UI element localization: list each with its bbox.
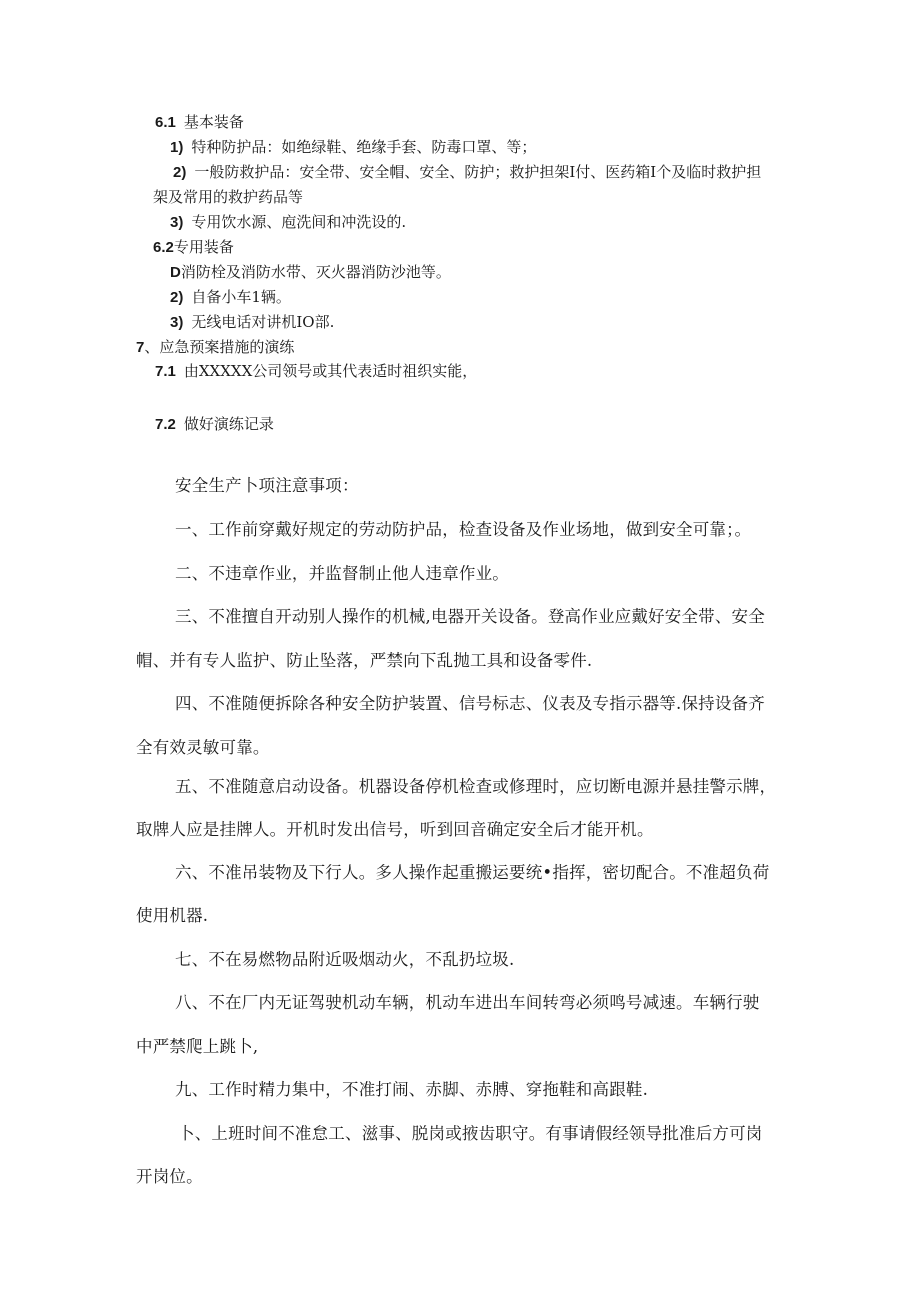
note-line-continuation: 全有效灵敏可靠。 xyxy=(136,738,270,757)
item-number: 1) xyxy=(170,139,184,156)
list-item xyxy=(170,287,291,308)
note-line-continuation: 使用机器. xyxy=(136,906,209,925)
note-line: 一、工作前穿戴好规定的劳动防护品，检查设备及作业场地，做到安全可靠；。 xyxy=(175,520,752,539)
note-line: 八、不在厂内无证驾驶机动车辆，机动车进出车间转弯必须鸣号减速。车辆行驶 xyxy=(175,993,760,1012)
item-number: 2) xyxy=(173,164,187,181)
section-number: 6.1 xyxy=(155,114,176,131)
heading-6-2 xyxy=(153,237,234,258)
section-number: 7.1 xyxy=(155,363,176,380)
list-item xyxy=(170,212,406,233)
list-item xyxy=(170,137,536,158)
list-item xyxy=(170,262,451,283)
item-text: 一般防救护品：安全带、安全帽、安全、防护；救护担架Ⅰ付、医药箱Ⅰ个及临时救护担 xyxy=(194,163,762,181)
section-title: 专用装备 xyxy=(173,238,234,256)
list-item xyxy=(170,312,334,333)
note-line: 五、不准随意启动设备。机器设备停机检查或修理时，应切断电源并悬挂警示牌， xyxy=(175,777,777,796)
note-line-continuation: 开岗位。 xyxy=(136,1167,203,1186)
section-number: 7 xyxy=(136,339,145,356)
note-line: 三、不准擅自开动别人操作的机械,电器开关设备。登高作业应戴好安全带、安全 xyxy=(175,607,765,626)
item-number: 2) xyxy=(170,289,184,306)
note-line-continuation: 中严禁爬上跳卜, xyxy=(136,1037,259,1056)
note-line: 二、不违章作业，并监督制止他人违章作业。 xyxy=(175,564,509,583)
notes-title: 安全生产卜项注意事项： xyxy=(175,476,359,495)
section-title: 、应急预案措施的演练 xyxy=(144,338,295,356)
note-line: 四、不准随便拆除各种安全防护装置、信号标志、仪表及专指示器等.保持设备齐 xyxy=(175,694,765,713)
list-item-continuation xyxy=(153,187,303,207)
section-title: 基本装备 xyxy=(183,113,244,131)
heading-7-1 xyxy=(155,361,477,382)
heading-6-1 xyxy=(155,112,244,133)
note-line-continuation: 取牌人应是挂牌人。开机时发出信号，听到回音确定安全后才能开机。 xyxy=(136,820,654,839)
item-text: 专用饮水源、庖洗间和冲洗设的. xyxy=(191,213,407,231)
list-item xyxy=(173,162,761,183)
section-title: 做好演练记录 xyxy=(183,415,274,433)
section-title: 由XXXXX公司领号或其代表适时祖织实能， xyxy=(183,362,478,380)
item-number: 3) xyxy=(170,314,184,331)
item-text: 特种防护品：如绝绿鞋、绝缘手套、防毒口罩、等； xyxy=(191,138,537,156)
section-number: 6.2 xyxy=(153,239,174,256)
item-number: D xyxy=(170,264,181,281)
item-text: 自备小车1辆。 xyxy=(191,288,291,306)
section-number: 7.2 xyxy=(155,416,176,433)
item-text: 架及常用的救护药品等 xyxy=(153,188,304,206)
heading-7-2 xyxy=(155,414,274,435)
note-line: 六、不准吊装物及下行人。多人操作起重搬运要统•指挥，密切配合。不准超负荷 xyxy=(175,863,770,882)
note-line-continuation: 帽、并有专人监护、防止坠落，严禁向下乱抛工具和设备零件. xyxy=(136,651,593,670)
note-line: 九、工作时精力集中，不准打闹、赤脚、赤膊、穿拖鞋和高跟鞋. xyxy=(175,1080,649,1099)
heading-7 xyxy=(136,337,294,358)
item-number: 3) xyxy=(170,214,184,231)
item-text: 消防栓及消防水带、灭火器消防沙池等。 xyxy=(180,263,451,281)
item-text: 无线电话对讲机IO部. xyxy=(191,313,335,331)
note-line: 卜、上班时间不准怠工、滋事、脱岗或掖齿职守。有事请假经领导批准后方可岗 xyxy=(178,1124,763,1143)
note-line: 七、不在易燃物品附近吸烟动火，不乱扔垃圾. xyxy=(175,950,515,969)
